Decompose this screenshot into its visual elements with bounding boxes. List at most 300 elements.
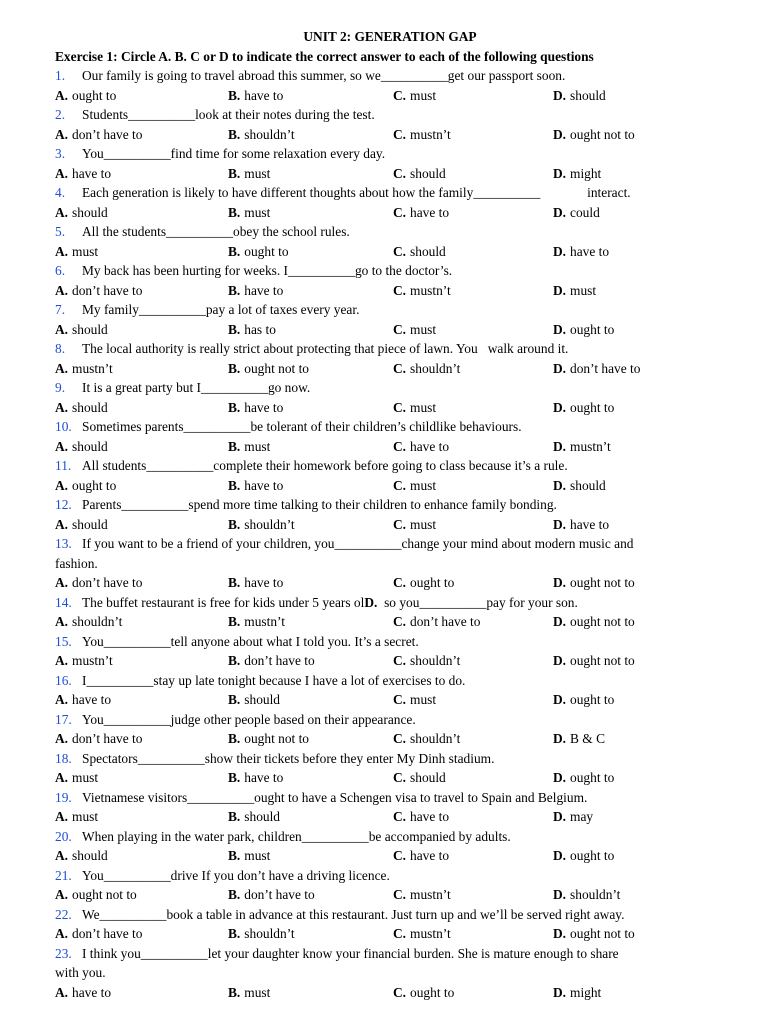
- question-stem: [55, 144, 725, 164]
- option-letter: B.: [228, 926, 241, 941]
- option-letter: D.: [553, 516, 567, 532]
- option-letter: A.: [55, 360, 69, 376]
- answer-options: [55, 651, 725, 671]
- option-text: shouldn’t: [410, 731, 461, 746]
- option-d[interactable]: [553, 203, 600, 223]
- option-c[interactable]: [393, 924, 451, 944]
- answer-options: [55, 86, 725, 106]
- option-b[interactable]: [228, 203, 270, 223]
- question-text: Parents__________spend more time talking to their children to enhance family bonding.: [82, 497, 557, 512]
- option-d[interactable]: [553, 573, 635, 593]
- option-b[interactable]: [228, 242, 289, 262]
- option-a[interactable]: [55, 125, 142, 145]
- option-letter: A.: [55, 477, 69, 493]
- option-c[interactable]: [393, 885, 451, 905]
- option-text: ought not to: [570, 126, 635, 142]
- option-letter: C.: [393, 360, 407, 376]
- option-a[interactable]: [55, 476, 116, 496]
- option-b[interactable]: [228, 320, 276, 340]
- option-text: should: [570, 477, 606, 493]
- answer-options: [55, 573, 725, 593]
- option-text: ought to: [244, 243, 289, 259]
- option-d[interactable]: [553, 242, 609, 262]
- question-number: 17.: [55, 711, 72, 727]
- option-text: mustn’t: [570, 438, 611, 454]
- option-c[interactable]: [393, 281, 451, 301]
- question-number: 22.: [55, 906, 72, 922]
- option-letter: C.: [393, 984, 407, 1000]
- option-letter: B.: [228, 165, 241, 181]
- question-text: All the students__________obey the school rules.: [82, 224, 350, 239]
- option-text: B & C: [570, 731, 606, 746]
- option-c[interactable]: [393, 729, 460, 749]
- option-text: shouldn’t: [410, 360, 461, 376]
- answer-options: [55, 398, 725, 418]
- question-stem: [55, 495, 725, 515]
- option-d[interactable]: [553, 651, 635, 671]
- answer-options: [55, 690, 725, 710]
- option-c[interactable]: [393, 983, 454, 1003]
- option-a[interactable]: [55, 515, 108, 535]
- option-text: ought to: [72, 87, 117, 103]
- question-text: I think you__________let your daughter know your financial burden. She is mature enough to share: [82, 945, 619, 961]
- option-text: must: [244, 204, 271, 220]
- question-text: Spectators__________show their tickets before they enter My Dinh stadium.: [82, 750, 495, 766]
- question-number: 18.: [55, 750, 72, 766]
- question-number: 12.: [55, 497, 72, 512]
- option-a[interactable]: [55, 924, 142, 944]
- option-letter: D.: [553, 926, 567, 941]
- option-letter: B.: [228, 770, 241, 785]
- question-stem: [55, 300, 725, 320]
- answer-options: [55, 125, 725, 145]
- option-letter: C.: [393, 848, 407, 863]
- option-text: mustn’t: [244, 614, 285, 629]
- option-text: ought to: [570, 770, 615, 785]
- option-text: must: [72, 809, 99, 824]
- option-b[interactable]: [228, 846, 270, 866]
- option-text: shouldn’t: [410, 653, 461, 668]
- option-text: should: [410, 165, 446, 181]
- option-a[interactable]: [55, 846, 108, 866]
- option-letter: C.: [393, 438, 407, 454]
- option-text: might: [570, 165, 602, 181]
- question-stem: [55, 339, 725, 359]
- option-letter: D.: [553, 360, 567, 376]
- question-stem: [55, 593, 725, 613]
- option-d[interactable]: [553, 983, 601, 1003]
- option-letter: A.: [55, 126, 69, 142]
- option-text: ought to: [570, 848, 615, 863]
- option-text: should: [410, 243, 446, 259]
- answer-options: [55, 242, 725, 262]
- option-text: don’t have to: [410, 614, 481, 629]
- option-letter: B.: [228, 653, 241, 668]
- option-letter: B.: [228, 516, 241, 532]
- option-letter: A.: [55, 809, 69, 824]
- option-a[interactable]: [55, 612, 122, 632]
- question-number: 8.: [55, 341, 66, 356]
- option-letter: D.: [553, 848, 567, 863]
- option-letter: B.: [228, 848, 241, 863]
- option-text: mustn’t: [410, 126, 451, 142]
- answer-options: [55, 885, 725, 905]
- option-letter: B.: [228, 321, 241, 337]
- option-b[interactable]: [228, 86, 283, 106]
- option-text: should: [244, 809, 280, 824]
- option-letter: C.: [393, 399, 407, 415]
- option-letter: B.: [228, 984, 241, 1000]
- option-text: have to: [410, 809, 450, 824]
- option-d[interactable]: [553, 281, 596, 301]
- option-letter: C.: [393, 731, 407, 746]
- option-d[interactable]: [553, 476, 606, 496]
- question-text: You__________drive If you don’t have a driving licence.: [82, 867, 390, 883]
- option-b[interactable]: [228, 515, 295, 535]
- option-text: ought not to: [244, 360, 310, 376]
- question-text: You__________find time for some relaxation every day.: [82, 146, 386, 161]
- option-a[interactable]: [55, 164, 111, 184]
- option-b[interactable]: [228, 729, 309, 749]
- option-a[interactable]: [55, 242, 98, 262]
- option-letter: D.: [553, 653, 567, 668]
- answer-options: [55, 846, 725, 866]
- option-letter: A.: [55, 887, 69, 902]
- option-a[interactable]: [55, 203, 108, 223]
- option-b[interactable]: [228, 768, 283, 788]
- option-text: must: [410, 321, 437, 337]
- option-letter: C.: [393, 126, 407, 142]
- option-b[interactable]: [228, 924, 295, 944]
- option-text: mustn’t: [410, 282, 451, 298]
- option-text: must: [244, 984, 271, 1000]
- option-d[interactable]: [553, 86, 606, 106]
- answer-options: [55, 164, 725, 184]
- option-letter: A.: [55, 575, 69, 590]
- option-a[interactable]: [55, 437, 108, 457]
- question-item: [55, 105, 725, 144]
- option-d[interactable]: [553, 515, 609, 535]
- option-letter: A.: [55, 204, 69, 220]
- question-stem: [55, 183, 725, 203]
- option-c[interactable]: [393, 398, 436, 418]
- option-letter: A.: [55, 165, 69, 181]
- question-item: [55, 632, 725, 671]
- question-number: 14.: [55, 594, 72, 610]
- option-a[interactable]: [55, 573, 142, 593]
- question-item: [55, 866, 725, 905]
- option-text: shouldn’t: [570, 887, 621, 902]
- option-text: must: [410, 477, 437, 493]
- option-letter: C.: [393, 516, 407, 532]
- question-text: Our family is going to travel abroad this summer, so we__________get our passport soon.: [82, 68, 566, 83]
- option-a[interactable]: [55, 768, 98, 788]
- option-c[interactable]: [393, 125, 451, 145]
- option-text: should: [244, 692, 280, 707]
- option-c[interactable]: [393, 437, 449, 457]
- option-text: ought not to: [570, 614, 635, 629]
- option-d[interactable]: [553, 807, 593, 827]
- option-text: should: [570, 87, 606, 103]
- question-number: 5.: [55, 224, 66, 239]
- question-stem: [55, 905, 725, 925]
- option-letter: C.: [393, 575, 407, 590]
- option-text: have to: [244, 770, 284, 785]
- option-b[interactable]: [228, 164, 270, 184]
- option-letter: C.: [393, 692, 407, 707]
- question-stem: [55, 417, 725, 437]
- question-number: 13.: [55, 536, 72, 551]
- answer-options: [55, 359, 725, 379]
- option-b[interactable]: [228, 398, 283, 418]
- question-item: [55, 300, 725, 339]
- option-d[interactable]: [553, 690, 614, 710]
- option-a[interactable]: [55, 398, 108, 418]
- option-letter: B.: [228, 731, 241, 746]
- option-text: shouldn’t: [244, 926, 295, 941]
- option-letter: B.: [228, 126, 241, 142]
- option-letter: A.: [55, 731, 69, 746]
- option-d[interactable]: [553, 125, 635, 145]
- option-text: don’t have to: [72, 926, 143, 941]
- option-a[interactable]: [55, 983, 111, 1003]
- question-item: [55, 534, 725, 593]
- option-letter: A.: [55, 321, 69, 337]
- question-stem: [55, 632, 725, 652]
- option-a[interactable]: [55, 359, 113, 379]
- option-letter: A.: [55, 438, 69, 454]
- question-item: [55, 183, 725, 222]
- option-a[interactable]: [55, 86, 116, 106]
- option-b[interactable]: [228, 359, 309, 379]
- option-c[interactable]: [393, 846, 449, 866]
- option-text: ought to: [72, 477, 117, 493]
- option-letter: B.: [228, 575, 241, 590]
- option-b[interactable]: [228, 281, 283, 301]
- option-b[interactable]: [228, 690, 280, 710]
- question-text: Students__________look at their notes during the test.: [82, 107, 375, 122]
- question-item: [55, 788, 725, 827]
- option-c[interactable]: [393, 807, 449, 827]
- question-stem: [55, 105, 725, 125]
- question-stem: [55, 827, 725, 847]
- question-item: [55, 417, 725, 456]
- answer-options: [55, 612, 725, 632]
- option-b[interactable]: [228, 437, 270, 457]
- option-letter: B.: [228, 243, 241, 259]
- question-item: [55, 456, 725, 495]
- option-d[interactable]: [553, 924, 635, 944]
- question-stem: [55, 534, 725, 554]
- option-text: must: [72, 243, 99, 259]
- question-item: [55, 593, 725, 632]
- option-c[interactable]: [393, 651, 460, 671]
- option-b[interactable]: [228, 476, 283, 496]
- option-b[interactable]: [228, 807, 280, 827]
- option-a[interactable]: [55, 651, 113, 671]
- option-c[interactable]: [393, 359, 460, 379]
- option-d[interactable]: [553, 612, 635, 632]
- option-d[interactable]: [553, 320, 614, 340]
- question-number: 11.: [55, 458, 72, 473]
- option-letter: B.: [228, 438, 241, 454]
- option-a[interactable]: [55, 690, 111, 710]
- question-item: [55, 749, 725, 788]
- option-letter: B.: [228, 477, 241, 493]
- option-c[interactable]: [393, 203, 449, 223]
- option-text: ought not to: [72, 887, 137, 902]
- option-text: have to: [244, 87, 284, 103]
- option-text: ought not to: [570, 653, 635, 668]
- option-b[interactable]: [228, 651, 315, 671]
- option-c[interactable]: [393, 768, 446, 788]
- question-text-wrap: with you.: [55, 965, 106, 980]
- option-d[interactable]: [553, 164, 601, 184]
- option-d[interactable]: [553, 359, 640, 379]
- question-stem: [55, 66, 725, 86]
- option-letter: A.: [55, 848, 69, 863]
- option-letter: D.: [553, 731, 567, 746]
- option-letter: A.: [55, 692, 69, 707]
- option-letter: C.: [393, 477, 407, 493]
- question-stem: [55, 788, 725, 808]
- answer-options: [55, 437, 725, 457]
- option-text: mustn’t: [72, 360, 113, 376]
- option-c[interactable]: [393, 320, 436, 340]
- question-item: [55, 827, 725, 866]
- option-a[interactable]: [55, 885, 137, 905]
- option-b[interactable]: [228, 573, 283, 593]
- question-item: [55, 378, 725, 417]
- option-letter: A.: [55, 87, 69, 103]
- option-letter: C.: [393, 809, 407, 824]
- option-text: don’t have to: [72, 575, 143, 590]
- option-text: ought to: [570, 399, 615, 415]
- question-number: 23.: [55, 945, 72, 961]
- option-c[interactable]: [393, 612, 480, 632]
- question-stem: [55, 456, 725, 476]
- option-letter: B.: [228, 399, 241, 415]
- answer-options: [55, 515, 725, 535]
- option-c[interactable]: [393, 86, 436, 106]
- question-number: 19.: [55, 789, 72, 805]
- option-letter: D.: [553, 770, 567, 785]
- option-d[interactable]: [553, 398, 614, 418]
- option-text: have to: [244, 477, 284, 493]
- option-letter: B.: [228, 692, 241, 707]
- answer-options: [55, 924, 725, 944]
- option-text: might: [570, 984, 602, 1000]
- option-c[interactable]: [393, 476, 436, 496]
- option-text: have to: [410, 848, 450, 863]
- option-letter: D.: [553, 984, 567, 1000]
- question-item: [55, 671, 725, 710]
- question-item: [55, 222, 725, 261]
- option-a[interactable]: [55, 729, 142, 749]
- option-text: should: [72, 321, 108, 337]
- question-number: 2.: [55, 107, 66, 122]
- question-item: [55, 495, 725, 534]
- question-item: [55, 339, 725, 378]
- option-letter: D.: [553, 126, 567, 142]
- option-text: shouldn’t: [244, 516, 295, 532]
- option-c[interactable]: [393, 164, 446, 184]
- exercise-instruction: Exercise 1: Circle A. B. C or D to indicate the correct answer to each of the following questions: [55, 48, 594, 64]
- option-letter: D.: [553, 575, 567, 590]
- option-b[interactable]: [228, 885, 315, 905]
- option-text: ought to: [410, 575, 455, 590]
- option-d[interactable]: [553, 885, 620, 905]
- answer-options: [55, 320, 725, 340]
- option-letter: A.: [55, 243, 69, 259]
- option-letter: C.: [393, 165, 407, 181]
- option-c[interactable]: [393, 690, 436, 710]
- question-text: The local authority is really strict about protecting that piece of lawn. You walk around it.: [82, 341, 569, 356]
- question-text: My back has been hurting for weeks. I__________go to the doctor’s.: [82, 263, 453, 278]
- option-b[interactable]: [228, 612, 285, 632]
- question-stem: [55, 222, 725, 242]
- question-item: [55, 144, 725, 183]
- option-letter: D.: [553, 809, 567, 824]
- option-b[interactable]: [228, 125, 295, 145]
- option-text: have to: [410, 204, 450, 220]
- option-text: don’t have to: [72, 126, 143, 142]
- worksheet-page: [55, 27, 725, 1002]
- option-text: must: [570, 282, 597, 298]
- answer-options: [55, 729, 725, 749]
- option-text: should: [72, 399, 108, 415]
- option-a[interactable]: [55, 281, 142, 301]
- option-c[interactable]: [393, 242, 446, 262]
- question-text-continued: so you__________pay for your son.: [377, 594, 578, 610]
- option-text: mustn’t: [410, 887, 451, 902]
- option-letter: D.: [553, 477, 567, 493]
- question-text: All students__________complete their homework before going to class because it’s a rule.: [82, 458, 568, 473]
- answer-options: [55, 768, 725, 788]
- option-text: must: [244, 848, 271, 863]
- question-number: 9.: [55, 380, 66, 395]
- question-text: My family__________pay a lot of taxes every year.: [82, 302, 360, 317]
- option-letter: C.: [393, 653, 407, 668]
- option-d[interactable]: [553, 846, 614, 866]
- option-text: have to: [72, 984, 112, 1000]
- option-letter: C.: [393, 243, 407, 259]
- question-number: 16.: [55, 672, 72, 688]
- option-letter: A.: [55, 399, 69, 415]
- option-c[interactable]: [393, 573, 454, 593]
- option-text: mustn’t: [410, 926, 451, 941]
- option-c[interactable]: [393, 515, 436, 535]
- option-letter: A.: [55, 516, 69, 532]
- option-a[interactable]: [55, 807, 98, 827]
- question-number: 15.: [55, 633, 72, 649]
- option-text: mustn’t: [72, 653, 113, 668]
- option-letter: A.: [55, 653, 69, 668]
- question-stem: [55, 866, 725, 886]
- question-text: You__________judge other people based on their appearance.: [82, 711, 416, 727]
- option-text: have to: [244, 575, 284, 590]
- option-d[interactable]: [553, 768, 614, 788]
- option-text: must: [410, 87, 437, 103]
- option-text: have to: [570, 516, 610, 532]
- option-text: have to: [244, 399, 284, 415]
- option-d[interactable]: [553, 729, 605, 749]
- question-number: 21.: [55, 867, 72, 883]
- option-a[interactable]: [55, 320, 108, 340]
- option-letter: D.: [553, 887, 567, 902]
- option-b[interactable]: [228, 983, 270, 1003]
- option-d[interactable]: [553, 437, 611, 457]
